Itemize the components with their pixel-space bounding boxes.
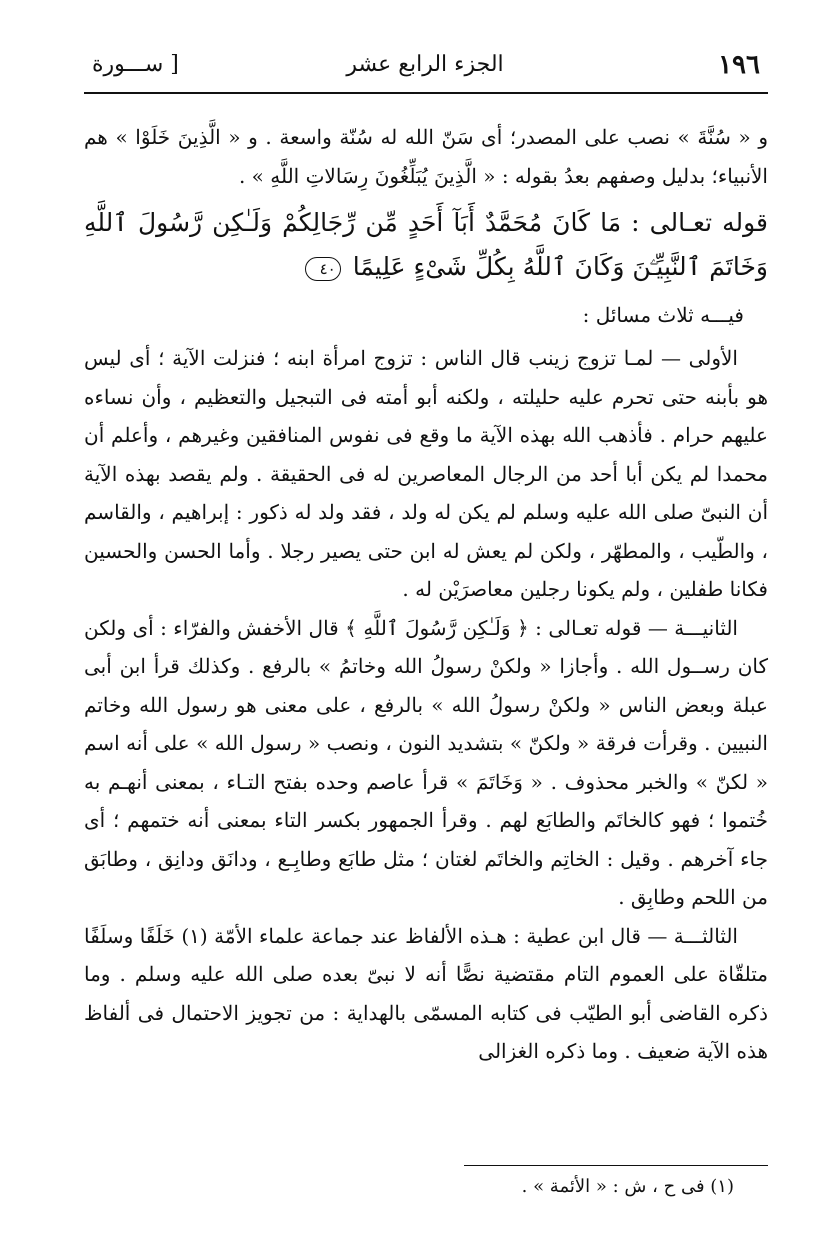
surah-label: [ ســـورة bbox=[92, 52, 179, 77]
running-title: الجزء الرابع عشر bbox=[346, 52, 504, 77]
page-header bbox=[84, 44, 766, 88]
issue-three-paragraph: الثالثـــة — قال ابن عطية : هـذه الألفاظ عند جماعة علماء الأمّة (١) خَلَفًا وسلَفًا متلقّاة على العموم التام مقتضية نصًّا أنه لا نبىّ بعده صلى الله عليه وسلم . وما ذكره القاضى أبو الطيّب فى كتابه المسمّى بالهداية : من تجويز الاحتمال فى ألفاظ هذه الآية ضعيف . وما ذكره الغزالى bbox=[84, 923, 768, 1063]
section-heading: فيـــه ثلاث مسائل : bbox=[582, 303, 744, 327]
intro-paragraph: و « سُنَّةَ » نصب على المصدر؛ أى سَنّ الله له سُنّة واسعة . و « الَّذِينَ خَلَوْا » هم الأنبياء؛ بدليل وصفهم بعدُ بقوله : « الَّذِينَ يُبَلِّغُونَ رِسَالاتِ اللَّهِ » . bbox=[84, 125, 768, 188]
issue-two-paragraph: الثانيـــة — قوله تعـالى : ﴿ وَلَـٰكِن رَّسُولَ ٱللَّهِ ﴾ قال الأخفش والفرّاء : أى ولكن كان رســول الله . وأجازا « ولكنْ رسولُ الله وخاتمُ » بالرفع . وكذلك قرأ ابن أبى عبلة وبعض الناس « ولكنْ رسولُ الله » بالرفع ، على معنى هو رسول الله وخاتم النبيين . وقرأت فرقة « ولكنّ » بتشديد النون ، ونصب « رسول الله » على أنه اسم « لكنّ » والخبر محذوف . « وَخَاتَمَ » قرأ عاصم وحده بفتح التـاء ، بمعنى أنهـم به خُتموا ؛ فهو كالخاتَم والطابَع لهم . وقرأ الجمهور بكسر التاء بمعنى أنه ختمهم ؛ أى جاء آخرهم . وقيل : الخاتِم والخاتَم لغتان ؛ مثل طابَع وطابِـع ، ودانَق ودانِق ، وطابَق من اللحم وطابِق . bbox=[84, 615, 768, 909]
footnote-divider bbox=[464, 1165, 768, 1166]
header-divider bbox=[84, 92, 768, 94]
footnote: (١) فى ح ، ش : « الأئمة » . bbox=[521, 1176, 734, 1197]
quran-verse bbox=[84, 201, 768, 289]
verse-text: قوله تعـالى : مَا كَانَ مُحَمَّدٌ أَبَآ أَحَدٍ مِّن رِّجَالِكُمْ وَلَـٰكِن رَّسُولَ ٱللَّهِ وَخَاتَمَ ٱلنَّبِيِّـۧنَ وَكَانَ ٱللَّهُ بِكُلِّ شَىْءٍ عَلِيمًا bbox=[84, 208, 768, 281]
issue-one-paragraph: الأولى — لمـا تزوج زينب قال الناس : تزوج امرأة ابنه ؛ فنزلت الآية ؛ أى ليس هو بأبنه حتى تحرم عليه حليلته ، ولكنه أبو أمته فى التبجيل والتعظيم ، وأن نساءه عليهم حرام . فأذهب الله بهذه الآية ما وقع فى نفوس المنافقين وغيرهم ، وأعلم أن محمدا لم يكن أبا أحد من الرجال المعاصرين له فى الحقيقة . ولم يقصد بهذه الآية أن النبىّ صلى الله عليه وسلم لم يكن له ولد ، فقد ولد له ذكور : إبراهيم ، والقاسم ، والطّيب ، والمطهّر ، ولكن لم يعش له ابن حتى يصير رجلا . وأما الحسن والحسين فكانا طفلين ، ولم يكونا رجلين معاصرَيْن له . bbox=[84, 346, 768, 601]
verse-number-badge: ٤٠ bbox=[305, 257, 341, 281]
page-number: ١٩٦ bbox=[718, 50, 760, 80]
page-body bbox=[84, 118, 768, 1071]
